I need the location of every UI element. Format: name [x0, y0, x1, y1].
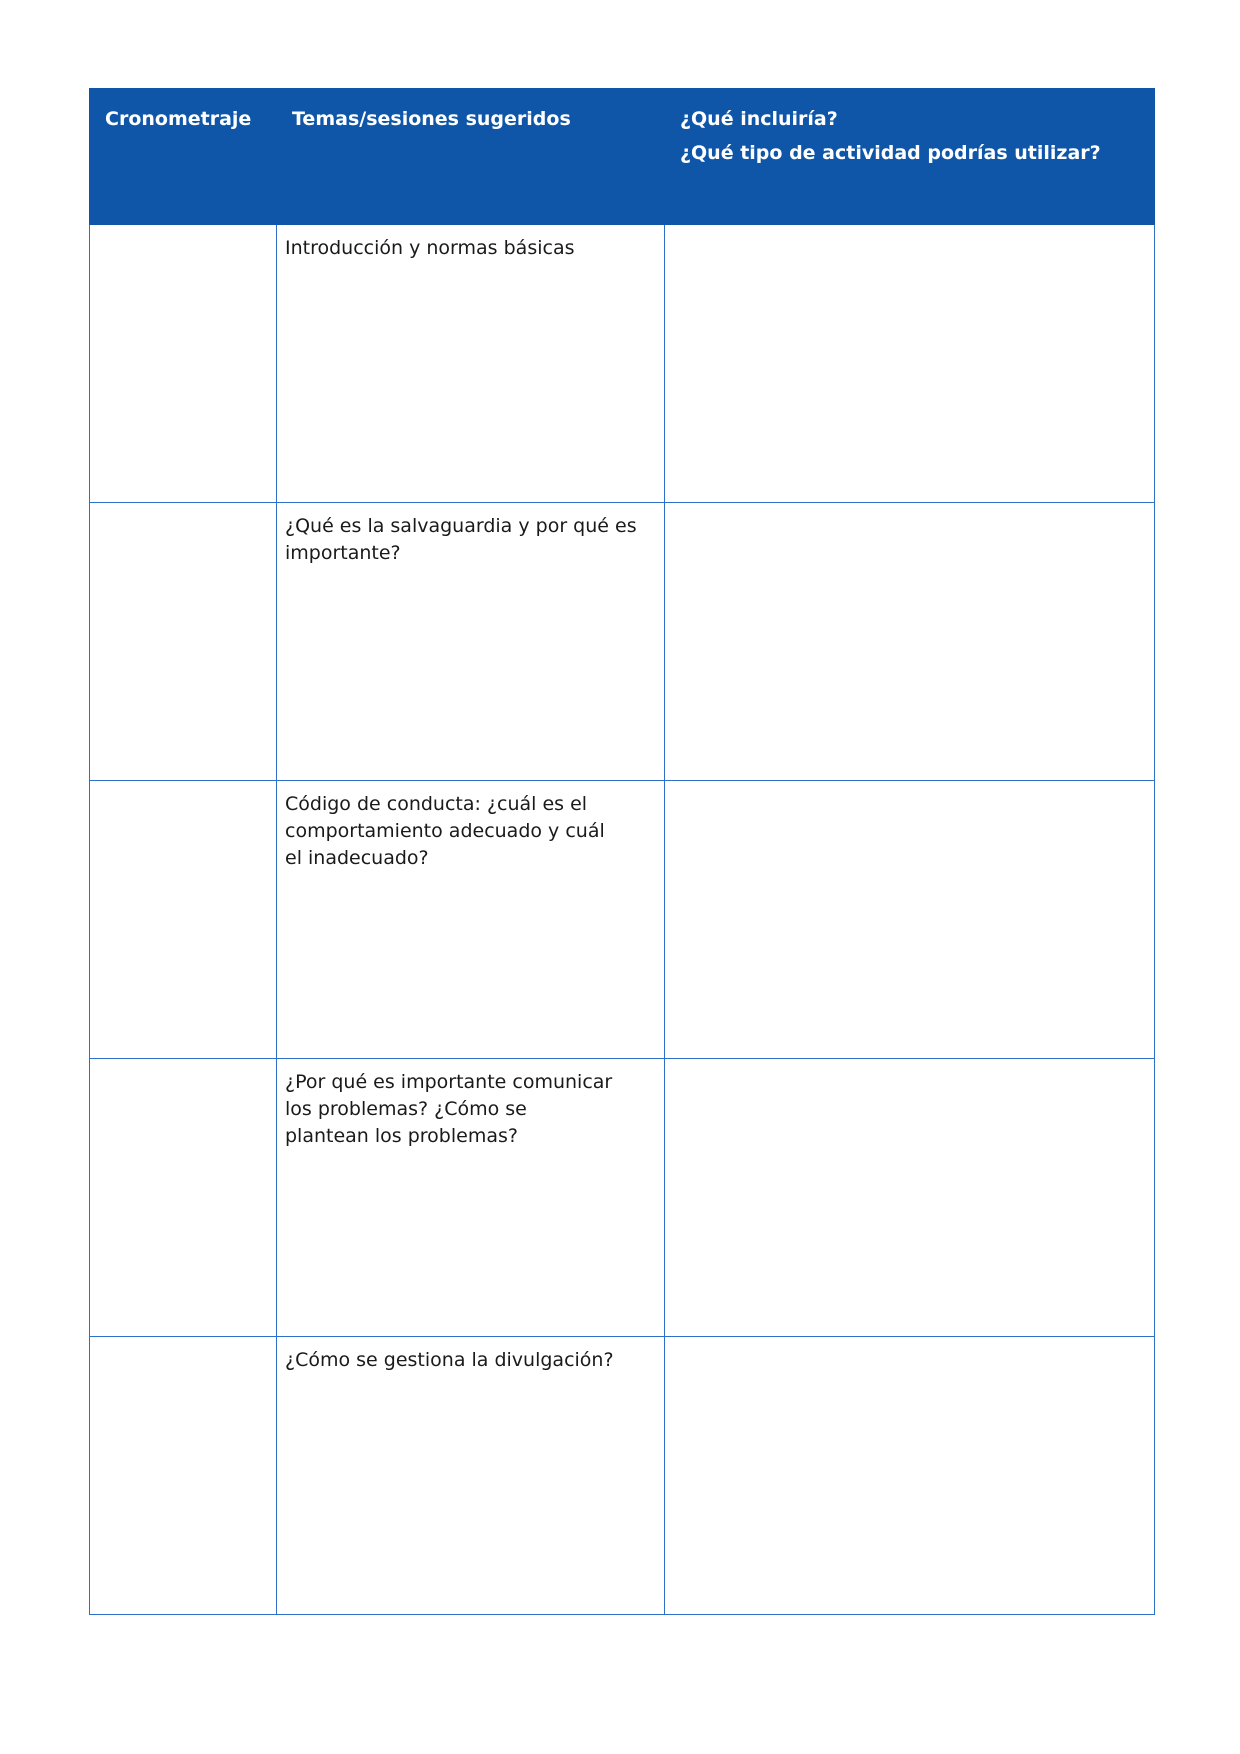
table-header: [90, 89, 1155, 225]
topic-cell: [277, 1059, 665, 1337]
notes-cell[interactable]: [665, 781, 1155, 1059]
topic-cell: [277, 1337, 665, 1615]
topic-text: los problemas? ¿Cómo se: [285, 1098, 527, 1120]
notes-cell[interactable]: [665, 503, 1155, 781]
topic-cell: [277, 503, 665, 781]
table-row: [90, 1059, 1155, 1337]
notes-cell[interactable]: [665, 1059, 1155, 1337]
topic-cell: [277, 225, 665, 503]
timing-cell[interactable]: [90, 225, 277, 503]
header-timing: [90, 89, 277, 225]
topic-text: Introducción y normas básicas: [285, 237, 575, 259]
timing-cell[interactable]: [90, 1059, 277, 1337]
topic-text: importante?: [285, 542, 401, 564]
topic-text: Código de conducta: ¿cuál es el: [285, 793, 588, 815]
timing-cell[interactable]: [90, 781, 277, 1059]
header-activity-label: ¿Qué tipo de actividad podrías utilizar?: [680, 142, 1101, 164]
topic-text: el inadecuado?: [285, 847, 429, 869]
topic-text: ¿Por qué es importante comunicar: [285, 1071, 613, 1093]
topic-text: plantean los problemas?: [285, 1125, 518, 1147]
table-row: [90, 225, 1155, 503]
topic-text: ¿Qué es la salvaguardia y por qué es: [285, 515, 637, 537]
header-content-activity: [665, 89, 1155, 225]
topic-text: comportamiento adecuado y cuál: [285, 820, 605, 842]
header-topics: [277, 89, 665, 225]
table-row: [90, 1337, 1155, 1615]
notes-cell[interactable]: [665, 1337, 1155, 1615]
timing-cell[interactable]: [90, 503, 277, 781]
timing-cell[interactable]: [90, 1337, 277, 1615]
table-row: [90, 781, 1155, 1059]
topic-text: ¿Cómo se gestiona la divulgación?: [285, 1349, 614, 1371]
header-timing-label: Cronometraje: [105, 108, 252, 130]
header-topics-label: Temas/sesiones sugeridos: [292, 108, 571, 130]
header-content-label: ¿Qué incluiría?: [680, 108, 838, 130]
notes-cell[interactable]: [665, 225, 1155, 503]
topic-cell: [277, 781, 665, 1059]
table-body: [90, 225, 1155, 1615]
table-row: [90, 503, 1155, 781]
session-planning-table: [89, 88, 1155, 1615]
header-row: [90, 89, 1155, 225]
